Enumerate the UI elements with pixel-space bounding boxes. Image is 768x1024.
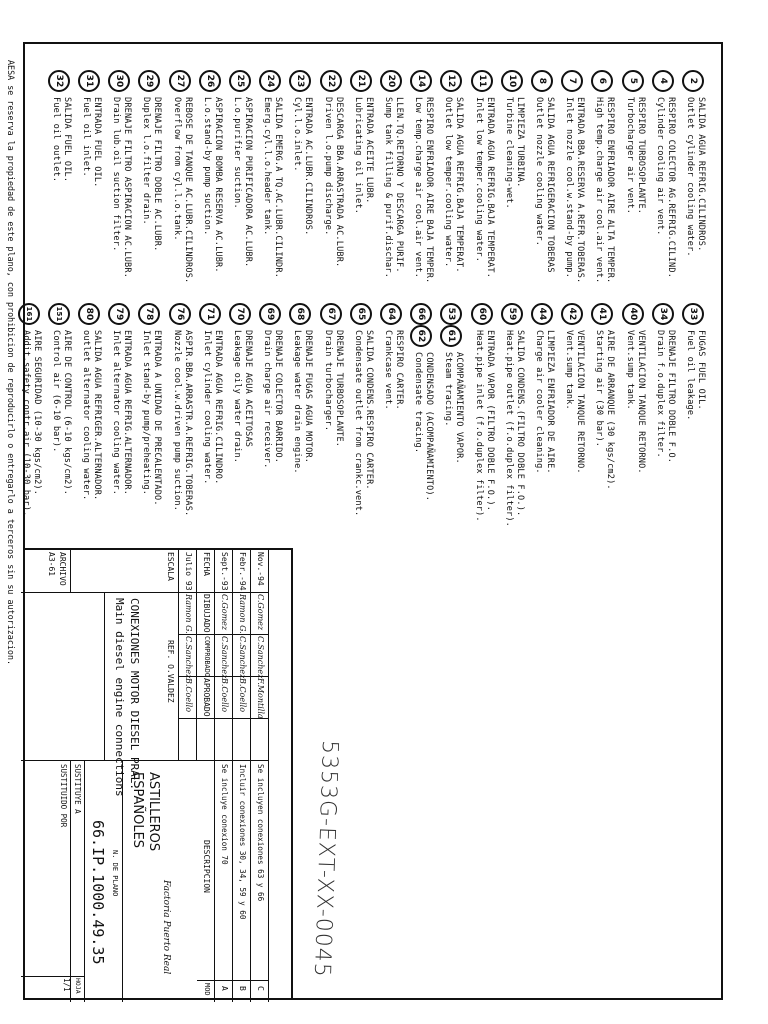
connection-number-badge: 60 (471, 303, 493, 325)
connection-description-spanish: RESPIRO CARTER. (394, 330, 404, 410)
factory-name: Factoria Puerto Real (161, 880, 171, 975)
connection-description-spanish: DRENAJE FILTRO DOBLE F.O. (665, 330, 676, 464)
connection-description-spanish: AIRE DE ARRANQUE (30 kgs/cm2). (605, 330, 616, 490)
connection-description-english: Condensate tracing. (413, 352, 424, 454)
connection-description-english: L.o.stand-by pump suction. (201, 97, 212, 236)
connection-number-badge: 67 (320, 303, 342, 325)
connection-number-badge: 26 (199, 70, 221, 92)
connection-description-english: Addit.safety contr.air (10-30 bar). (20, 330, 31, 517)
archivo-label: ARCHIVO (58, 552, 67, 586)
connection-number-badge: 65 (350, 303, 372, 325)
revision-fecha: Sept.-93 (220, 552, 229, 591)
original-dibujado: Ramon G. (184, 594, 193, 634)
connection-description-spanish: FUGAS FUEL OIL. (696, 330, 706, 410)
connection-description-english: Control air (6-10 bar). (50, 330, 61, 453)
revision-comprobado: C.Sanchez (238, 636, 247, 679)
connection-description-spanish: DESCARGA BBA.ARRASTRADA AC.LUBR. (333, 97, 344, 268)
plano-number-label: N. DE PLANO (111, 850, 119, 897)
connection-number-badge: 53 (440, 303, 462, 325)
revision-mod: C (256, 986, 265, 991)
connection-description-english: Duplex l.o.filter drain. (141, 97, 152, 225)
connection-number-badge: 25 (229, 70, 251, 92)
company-name-line-2: ESPAÑOLES (130, 772, 145, 849)
connection-description-spanish: DRENAJE FILTRO ASPIRACION AC.LUBR. (122, 97, 133, 279)
connection-number-badge: 151 (48, 303, 70, 325)
connection-number-badge: 161 (18, 303, 40, 325)
connection-number-badge: 61 (440, 325, 462, 347)
connection-description-spanish: RESPIRO ENFRIADOR AIRE BAJA TEMPER. (424, 97, 435, 284)
connection-description-spanish: DRENAJE TURBOSOPLANTE. (333, 330, 344, 448)
connection-description-spanish: DRENAJE AGUA ACEITOSAS (243, 330, 253, 448)
connection-number-badge: 12 (440, 70, 462, 92)
connection-description-english: Outlet cylinder cooling water. (685, 97, 695, 257)
connection-description-spanish: ASPIRACION PURIFICADORA AC.LUBR. (243, 97, 253, 268)
connection-number-badge: 11 (471, 70, 493, 92)
header-mod: MOD (203, 983, 211, 996)
connection-number-badge: 31 (78, 70, 100, 92)
connection-number-badge: 68 (289, 303, 311, 325)
connection-description-english: Turbine cleaning-wet. (503, 97, 514, 209)
connection-number-badge: 29 (138, 70, 160, 92)
connection-description-spanish: ACOMPAÑAMIENTO VAPOR. (454, 352, 465, 464)
connection-description-english: Inlet cylinder cooling water. (201, 330, 212, 485)
connection-description-spanish: RESPIRO ENFRIADOR AIRE ALTA TEMPER. (605, 97, 616, 284)
connection-description-spanish: DRENAJE FILTRO DOBLE AC.LUBR. (152, 97, 163, 252)
connection-description-english: Drain lub.oil suction filter. (111, 97, 122, 252)
connection-description-spanish: SALIDA FUEL OIL. (61, 97, 72, 183)
connection-number-badge: 41 (591, 303, 613, 325)
original-fecha: Julio 93 (184, 552, 193, 591)
connection-description-spanish: SALIDA EMERG.A TQ.AC.LUBR.CILINDR. (273, 97, 284, 279)
connection-description-spanish: DRENAJE COLECTOR BARRIDO. (273, 330, 284, 464)
connection-number-badge: 66 (410, 303, 432, 325)
connection-number-badge: 34 (652, 303, 674, 325)
sustituido-por-label: SUSTITUIDO POR (59, 764, 68, 828)
connection-description-english: Drain charge air receiver. (262, 330, 273, 469)
connection-number-badge: 64 (380, 303, 402, 325)
revision-dibujado: Ramon G. (238, 594, 247, 634)
connection-number-badge: 6 (591, 70, 613, 92)
connection-description-spanish: SALIDA AGUA REFRIGERACION TOBERAS (545, 97, 555, 273)
connection-description-spanish: AIRE DE CONTROL (6-10 kgs/cm2). (61, 330, 72, 496)
copyright-notice: AESA se reserva la propiedad de este plano, con prohibicion de reproducirlo o entregarlo a terceros sin su autorizacion. (6, 60, 16, 666)
connection-number-badge: 44 (531, 303, 553, 325)
connection-description-english: Starting air (30 bar). (594, 330, 605, 448)
connection-description-english: Vent.sump tank. (624, 330, 635, 410)
connection-number-badge: 14 (410, 70, 432, 92)
connection-description-spanish: ENTRADA AC.LUBR.CILINDROS. (303, 97, 314, 236)
connection-description-spanish: ENTRADA A UNIDAD DE PRECALENTADO. (152, 330, 163, 506)
archivo-value: A3-61 (47, 552, 56, 577)
connection-number-badge: 20 (380, 70, 402, 92)
original-aprobado: B.Coello (184, 678, 193, 713)
connection-description-english: Inlet alternator cooling water. (111, 330, 122, 496)
connection-description-english: Vent.sump tank. (564, 330, 575, 410)
connection-description-spanish: ENTRADA VAPOR (FILTRO DOBLE F.O.). (484, 330, 495, 512)
connection-description-spanish: REBOSE DE TANQUE AC.LUBR.CILINDROS. (182, 97, 193, 284)
connection-number-badge: 2 (682, 70, 704, 92)
connection-description-english: outlet alternator cooling water. (81, 330, 91, 501)
revision-aprobado: B.Coello (238, 678, 247, 713)
connection-description-english: Fuel oil outlet. (50, 97, 61, 183)
connection-number-badge: 70 (229, 303, 251, 325)
connection-description-spanish: ENTRADA AGUA REFRIG.ALTERNADOR. (122, 330, 133, 496)
connection-description-english: Leakage oily water drain. (232, 330, 242, 464)
connection-number-badge: 76 (169, 303, 191, 325)
connection-description-spanish: ENTRADA BBA.RESERVA A.REFR.TOBERAS. (575, 97, 586, 284)
connection-number-badge: 32 (48, 70, 70, 92)
sustituye-a-label: SUSTITUYE A (73, 764, 82, 814)
connection-description-spanish: RESPIRO COLECTOR AG.REFRIG.CILIND. (665, 97, 676, 279)
connection-description-english: Cylinder cooling air vent. (654, 97, 665, 236)
revision-mod: B (238, 986, 247, 991)
connection-description-english: Cyl.l.o.inlet. (292, 97, 303, 172)
connection-description-english: Nozzle cool.w.driven pump suction. (171, 330, 182, 512)
connection-description-english: Leakage water drain engine. (292, 330, 303, 474)
connection-description-spanish: ENTRADA ACEITE LUBR. (363, 97, 374, 204)
revision-fecha: Nov.-94 (256, 552, 265, 586)
plano-number: 66.IP.1000.49.35 (89, 820, 107, 965)
connection-description-english: Inlet stand-by pump/preheating. (141, 330, 152, 496)
connection-description-spanish: ASPIRACION BOMBA RESERVA AC.LUBR. (212, 97, 223, 273)
connection-description-english: Turbocharger air vent. (624, 97, 635, 215)
connection-description-spanish: SALIDA AGUA REFRIG.CILINDROS. (696, 97, 706, 252)
connection-description-english: Fuel oil inlet. (81, 97, 91, 177)
revision-comprobado: C.Sanchez (220, 636, 229, 679)
title-spanish: CONEXIONES MOTOR DIESEL PRAL. (128, 598, 141, 791)
revision-mod: A (220, 986, 229, 991)
connection-number-badge: 30 (108, 70, 130, 92)
connection-number-badge: 23 (289, 70, 311, 92)
connection-description-spanish: SALIDA CONDENS.(FILTRO DOBLE F.O.). (514, 330, 525, 517)
connection-description-english: Fuel oil leakage. (685, 330, 695, 421)
connection-description-spanish: SALIDA AGUA REFRIGER.ALTERNADOR. (92, 330, 102, 501)
original-comprobado: C.Sanchez (184, 636, 193, 679)
connection-number-badge: 22 (320, 70, 342, 92)
connection-number-badge: 27 (169, 70, 191, 92)
header-fecha: FECHA (202, 552, 211, 577)
header-descripcion: DESCRIPCION (202, 840, 211, 893)
connection-description-english: L.o.purifier suction. (232, 97, 242, 209)
connection-number-badge: 21 (350, 70, 372, 92)
connection-number-badge: 42 (561, 303, 583, 325)
connection-description-spanish: SALIDA CONDENS.RESPIRO CARTER. (363, 330, 374, 490)
connection-description-spanish: DRENAJE FUGAS AGUA MOTOR. (303, 330, 314, 464)
connection-number-badge: 62 (410, 325, 432, 347)
connection-description-english: Charge air cooler cleaning. (534, 330, 544, 474)
revision-dibujado: C.Gomez (256, 594, 265, 631)
connection-description-spanish: ENTRADA AGUA REFRIG.BAJA TEMPERAT. (484, 97, 495, 279)
connection-description-spanish: ENTRADA FUEL OIL. (92, 97, 102, 188)
revision-comprobado: C.Sanchez (256, 636, 265, 679)
revision-fecha: Febr.-94 (238, 552, 247, 591)
connection-description-spanish: LIMPIEZA ENFRIADOR DE AIRE. (545, 330, 555, 474)
connection-number-badge: 71 (199, 303, 221, 325)
hoja-value: 1/1 (62, 978, 71, 992)
connection-description-english: Sump tank filling & purif.dischar. (383, 97, 393, 279)
revision-aprobado: B.Coello (220, 678, 229, 713)
connection-description-english: Crankcase vent. (383, 330, 393, 410)
connection-description-english: High temp.charge air cool.air vent. (594, 97, 605, 284)
header-aprobado: APROBADO (202, 678, 211, 717)
connection-number-badge: 10 (501, 70, 523, 92)
connection-description-spanish: SALIDA AGUA REFRIG.BAJA TEMPERAT. (454, 97, 465, 273)
connection-number-badge: 33 (682, 303, 704, 325)
revision-aprobado: F.Montilla (256, 678, 265, 719)
connection-number-badge: 5 (622, 70, 644, 92)
connection-description-english: Heat.pipe inlet (f.o.duplex filter). (473, 330, 484, 522)
connection-description-english: Outlet low temper.cooling water. (443, 97, 454, 268)
connection-number-badge: 24 (259, 70, 281, 92)
hoja-label: HOJA (74, 978, 82, 994)
connection-description-english: Overflow from cyl.l.o.tank. (171, 97, 182, 241)
connection-number-badge: 4 (652, 70, 674, 92)
company-name-line-1: ASTILLEROS (146, 772, 161, 852)
connection-number-badge: 40 (622, 303, 644, 325)
connection-description-spanish: VENTILACION TANQUE RETORNO. (575, 330, 586, 474)
connection-number-badge: 59 (501, 303, 523, 325)
drawing-stamp: 5353G-EXT-XX-0045 (308, 739, 343, 979)
header-dibujado: DIBUJADO (202, 594, 211, 633)
connection-description-english: Condensate outlet from crankc.vent. (352, 330, 363, 517)
connection-description-english: Drain turbocharger. (322, 330, 333, 432)
connection-description-spanish: AIRE SEGURIDAD (10-30 kgs/cm2). (31, 330, 42, 496)
connection-description-english: Inlet nozzle cool.w.stand-by pump. (564, 97, 575, 279)
connection-description-english: Steam tracing. (443, 352, 454, 427)
connection-number-badge: 79 (108, 303, 130, 325)
connection-description-spanish: CONDENSADO (ACOMPAÑAMIENTO). (424, 352, 435, 502)
connection-description-english: Low temp.charge air cool.air vent. (413, 97, 424, 279)
connection-description-english: Outlet nozzle cooling water. (534, 97, 544, 247)
connection-description-english: Lubricating oil inlet. (352, 97, 363, 215)
revision-dibujado: C.Gomez (220, 594, 229, 631)
connection-description-english: Heat.pipe outlet (f.o.duplex filter). (503, 330, 514, 527)
connection-number-badge: 69 (259, 303, 281, 325)
connection-description-english: Emerg.cyl.l.o.header tank. (262, 97, 273, 236)
connection-description-english: Drain f.o.duplex filter. (654, 330, 665, 458)
connection-description-spanish: LLEN.TQ.RETORNO Y DESCARGA PURIF. (394, 97, 404, 273)
reference: REF. O.VALDEZ (166, 640, 175, 703)
connection-number-badge: 80 (78, 303, 100, 325)
header-comprobado: COMPROBADO (203, 636, 211, 677)
connection-number-badge: 7 (561, 70, 583, 92)
connection-description-spanish: LIMPIEZA TURBINA. (514, 97, 525, 188)
revision-descripcion: Se incluyen conexiones 63 y 66 (256, 764, 265, 902)
escala-label: ESCALA (166, 552, 175, 581)
title-block (23, 548, 293, 1000)
connection-number-badge: 8 (531, 70, 553, 92)
connection-description-english: Driven l.o.pump discharge. (322, 97, 333, 236)
connection-number-badge: 78 (138, 303, 160, 325)
revision-descripcion: Se incluye conexion 70 (220, 764, 229, 865)
connection-description-spanish: RESPIRO TURBOSOPLANTE. (635, 97, 646, 215)
title-english: Main diesel engine connections (113, 598, 126, 797)
connection-description-spanish: ASPIR.BBA.ARRASTR.A.REFRIG.TOBERAS. (182, 330, 193, 517)
revision-descripcion: Incluir conexiones 30, 34, 59 y 60 (238, 764, 247, 920)
connection-description-english: Inlet low temper.cooling water. (473, 97, 484, 263)
connection-description-spanish: ENTRADA AGUA REFRIG.CILINDRO. (212, 330, 223, 485)
connection-description-spanish: VENTILACION TANQUE RETORNO. (635, 330, 646, 474)
